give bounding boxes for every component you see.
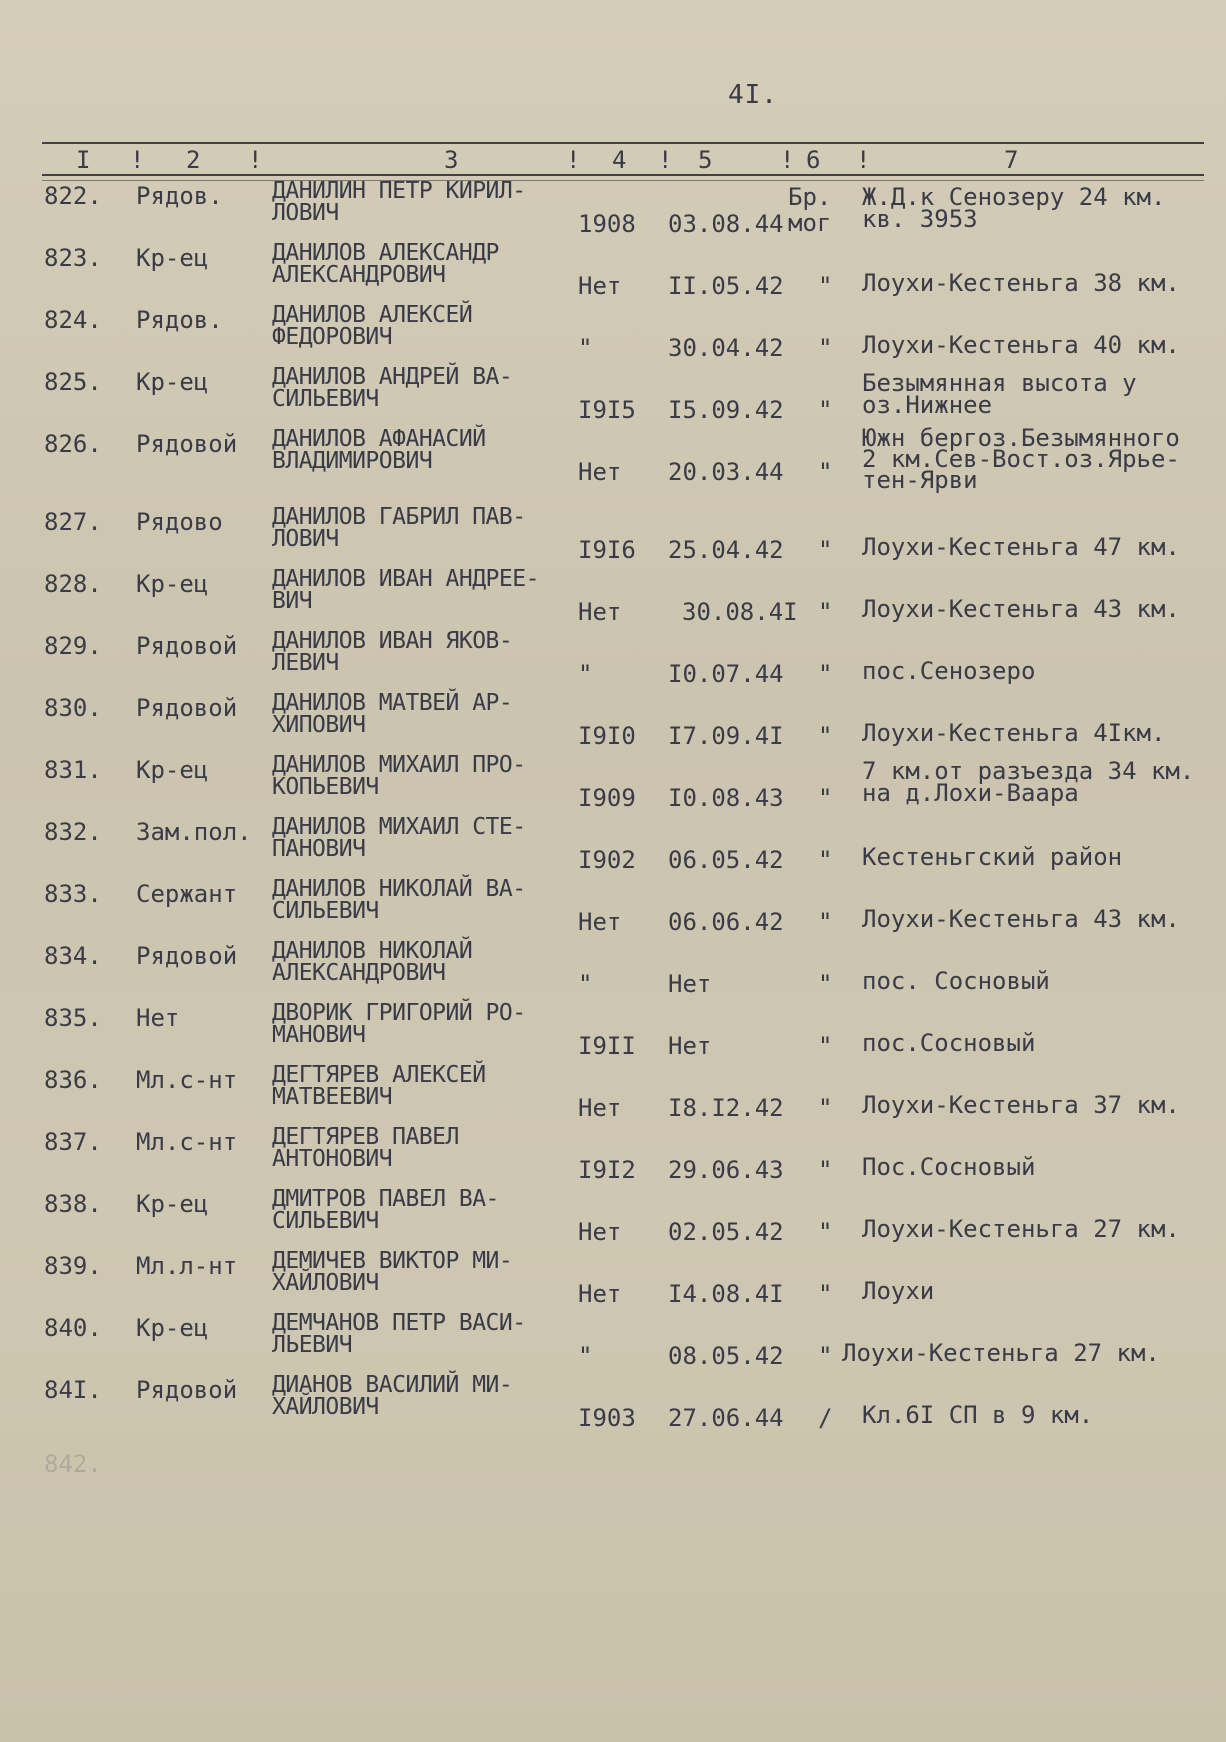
name-line-1: ДАНИЛОВ МИХАИЛ СТЕ- [272,814,526,840]
row-number: 825. [44,368,102,396]
row-place: Лоухи-Кестеньга 47 км. [862,533,1180,561]
row-burial-mark: " [818,660,833,688]
place-line-1: Ж.Д.к Сенозеру 24 км. [862,183,1166,211]
row-name [272,630,512,674]
row-burial-mark: " [818,272,833,300]
place-line-2: 2 км.Сев-Вост.оз.Ярье- [862,445,1180,473]
row-burial-mark: " [818,722,833,750]
table-row [0,180,1226,242]
header-col-1: I [76,146,91,174]
row-year: " [578,1342,593,1370]
row-burial-mark: " [818,458,833,486]
table-row [0,1312,1226,1374]
row-name [272,1250,512,1294]
row-number: 829. [44,632,102,660]
row-rank: Рядовой [136,632,238,660]
row-burial-mark: " [818,908,833,936]
name-line-1: ДАНИЛОВ АНДРЕЙ ВА- [272,364,513,390]
row-year: Нет [578,598,622,626]
table-row [0,816,1226,878]
place-line-2: кв. 3953 [862,205,978,233]
row-number: 831. [44,756,102,784]
row-rank: Рядово [136,508,223,536]
name-line-1: ДАНИЛОВ ИВАН ЯКОВ- [272,628,513,654]
table-row [0,1250,1226,1312]
header-col-3: 3 [444,146,459,174]
row-rank: Мл.л-нт [136,1252,238,1280]
row-rank: Мл.с-нт [136,1128,238,1156]
page-number: 4I. [728,80,778,110]
name-line-1: ДАНИЛОВ АЛЕКСАНДР [272,240,499,266]
row-rank: Рядовой [136,694,238,722]
table-row [0,1064,1226,1126]
row-number: 839. [44,1252,102,1280]
name-line-1: ДМИТРОВ ПАВЕЛ ВА- [272,1186,499,1212]
table-row [0,506,1226,568]
place-line-3: тен-Ярви [862,466,978,494]
table-header [0,146,1226,174]
row-name [272,816,526,860]
name-line-2: ФЕДОРОВИЧ [272,324,393,350]
name-line-2: МАТВЕЕВИЧ [272,1084,393,1110]
row-rank: Рядов. [136,306,223,334]
row-year: I909 [578,784,636,812]
row-date: 02.05.42 [668,1218,784,1246]
row-place: пос.Сосновый [862,1029,1036,1057]
name-line-2: АНТОНОВИЧ [272,1146,393,1172]
row-year: I9I2 [578,1156,636,1184]
row-date: I0.08.43 [668,784,784,812]
row-number: 824. [44,306,102,334]
row-year: " [578,334,593,362]
row-rank: Кр-ец [136,1190,209,1218]
row-date: 29.06.43 [668,1156,784,1184]
row-name [272,242,499,286]
row-date: 20.03.44 [668,458,784,486]
row-burial-mark: " [818,970,833,998]
row-name [272,1188,499,1232]
table-row [0,568,1226,630]
row-date: 03.08.44 [668,210,784,238]
name-line-2: ВЛАДИМИРОВИЧ [272,448,433,474]
row-name [272,1312,526,1356]
row-rank: Кр-ец [136,244,209,272]
row-burial-mark: " [818,1342,833,1370]
row-burial-mark: " [818,1280,833,1308]
name-line-1: ДИАНОВ ВАСИЛИЙ МИ- [272,1372,513,1398]
row-year: I903 [578,1404,636,1432]
row-name [272,304,472,348]
table-row [0,692,1226,754]
table-row [0,242,1226,304]
name-line-2: КОПЬЕВИЧ [272,774,379,800]
row-place: Лоухи-Кестеньга 40 км. [862,331,1180,359]
row-place: пос. Сосновый [862,967,1050,995]
name-line-2: ЛЬЕВИЧ [272,1332,353,1358]
row-burial-mark: " [818,334,833,362]
row-rank: Рядовой [136,1376,238,1404]
name-line-2: ЛЕВИЧ [272,650,339,676]
row-name [272,878,526,922]
header-col-5: 5 [698,146,713,174]
table-row [0,754,1226,816]
row-place: Лоухи-Кестеньга 27 км. [862,1215,1180,1243]
name-line-1: ДАНИЛОВ АЛЕКСЕЙ [272,302,473,328]
row-burial-mark: / [818,1404,833,1432]
row-burial-mark: " [818,1032,833,1060]
row-number: 830. [44,694,102,722]
name-line-1: ДАНИЛОВ НИКОЛАЙ ВА- [272,876,526,902]
row-year: Нет [578,1094,622,1122]
row-place [862,183,1166,233]
row-rank: Рядов. [136,182,223,210]
row-name [272,1126,459,1170]
row-name [272,180,526,224]
row-number: 836. [44,1066,102,1094]
header-col-2: 2 [186,146,201,174]
row-number: 827. [44,508,102,536]
row-date: I0.07.44 [668,660,784,688]
place-line-1: Южн бергоз.Безымянного [862,424,1180,452]
place-line-2: оз.Нижнее [862,391,993,419]
row-place: Лоухи-Кестеньга 4Iкм. [862,719,1166,747]
row-date: I8.I2.42 [668,1094,784,1122]
name-line-2: ХАЙЛОВИЧ [272,1270,379,1296]
name-line-1: ДАНИЛОВ МАТВЕЙ АР- [272,690,513,716]
row-number: 84I. [44,1376,102,1404]
name-line-2: ЛОВИЧ [272,200,339,226]
name-line-1: ДАНИЛОВ АФАНАСИЙ [272,426,486,452]
row-date: II.05.42 [668,272,784,300]
row-year: I9I5 [578,396,636,424]
row-number: 833. [44,880,102,908]
table-row [0,304,1226,366]
table-row [0,1002,1226,1064]
row-year: Нет [578,908,622,936]
row-year: I9I0 [578,722,636,750]
row-place: Кл.6I СП в 9 км. [862,1401,1094,1429]
row-rank: Кр-ец [136,570,209,598]
name-line-2: ВИЧ [272,588,313,614]
row-date: Нет [668,1032,712,1060]
header-sep: ! [130,146,145,174]
name-line-1: ДАНИЛОВ ГАБРИЛ ПАВ- [272,504,526,530]
table-row [0,366,1226,428]
row-date: 25.04.42 [668,536,784,564]
row-name [272,692,512,736]
row-rank: Кр-ец [136,368,209,396]
header-col-4: 4 [612,146,627,174]
row-rank: Рядовой [136,430,238,458]
row-place: Лоухи-Кестеньга 43 км. [862,905,1180,933]
name-line-2: АЛЕКСАНДРОВИЧ [272,960,446,986]
name-line-2: ЛОВИЧ [272,526,339,552]
row-number: 835. [44,1004,102,1032]
row-burial-mark: " [818,396,833,424]
row-date: 06.05.42 [668,846,784,874]
row-date: 06.06.42 [668,908,784,936]
row-rank: Рядовой [136,942,238,970]
row-burial-mark: Бр. мог [788,183,832,237]
row-place: Кестеньгский район [862,843,1123,871]
row-name [272,1002,526,1046]
name-line-1: ДАНИЛОВ НИКОЛАЙ [272,938,473,964]
row-place: Лоухи-Кестеньга 27 км. [842,1339,1160,1367]
row-number: 826. [44,430,102,458]
row-year: Нет [578,1280,622,1308]
row-burial-mark: " [818,536,833,564]
row-year: Нет [578,1218,622,1246]
header-sep: ! [248,146,263,174]
header-col-6: 6 [806,146,821,174]
name-line-1: ДВОРИК ГРИГОРИЙ РО- [272,1000,526,1026]
row-name [272,1374,512,1418]
row-year: " [578,660,593,688]
row-rank: Нет [136,1004,180,1032]
row-number: 834. [44,942,102,970]
name-line-2: СИЛЬЕВИЧ [272,386,379,412]
row-name [272,366,512,410]
row-burial-mark: " [818,846,833,874]
table-row [0,1188,1226,1250]
row-place: Лоухи-Кестеньга 37 км. [862,1091,1180,1119]
row-number: 823. [44,244,102,272]
row-date: I4.08.4I [668,1280,784,1308]
row-rank: Зам.пол. [136,818,252,846]
table-row [0,1126,1226,1188]
place-line-1: Безымянная высота у [862,369,1137,397]
name-line-1: ДЕГТЯРЕВ ПАВЕЛ [272,1124,459,1150]
row-date: I5.09.42 [668,396,784,424]
name-line-1: ДЕМИЧЕВ ВИКТОР МИ- [272,1248,513,1274]
table-row [0,424,1226,494]
row-name [272,568,539,612]
row-name [272,1064,486,1108]
row-rank: Кр-ец [136,756,209,784]
place-line-1: 7 км.от разъезда 34 км. [862,757,1195,785]
name-line-2: СИЛЬЕВИЧ [272,1208,379,1234]
name-line-2: ПАНОВИЧ [272,836,366,862]
table-header-rule [42,174,1204,176]
row-year: Нет [578,272,622,300]
row-burial-mark: " [818,1094,833,1122]
row-name [272,754,526,798]
name-line-1: ДЕГТЯРЕВ АЛЕКСЕЙ [272,1062,486,1088]
row-rank: Сержант [136,880,238,908]
row-year: " [578,970,593,998]
name-line-2: СИЛЬЕВИЧ [272,898,379,924]
row-year: I9II [578,1032,636,1060]
name-line-1: ДАНИЛОВ МИХАИЛ ПРО- [272,752,526,778]
row-name [272,940,472,984]
row-rank: Мл.с-нт [136,1066,238,1094]
name-line-2: ХИПОВИЧ [272,712,366,738]
name-line-2: АЛЕКСАНДРОВИЧ [272,262,446,288]
row-place: пос.Сенозеро [862,657,1036,685]
row-place: Лоухи-Кестеньга 43 км. [862,595,1180,623]
header-sep: ! [658,146,673,174]
header-sep: ! [566,146,581,174]
row-place: Лоухи-Кестеньга 38 км. [862,269,1180,297]
row-rank: Кр-ец [136,1314,209,1342]
row-date: 27.06.44 [668,1404,784,1432]
table-row [0,878,1226,940]
name-line-2: МАНОВИЧ [272,1022,366,1048]
row-place [862,369,1137,419]
row-year: I902 [578,846,636,874]
row-date: 30.08.4I [682,598,798,626]
row-burial-mark: " [818,784,833,812]
name-line-1: ДАНИЛИН ПЕТР КИРИЛ- [272,178,526,204]
row-name [272,428,486,472]
row-year: I9I6 [578,536,636,564]
row-burial-mark: " [818,598,833,626]
header-col-7: 7 [1004,146,1019,174]
row-number: 837. [44,1128,102,1156]
header-sep: ! [780,146,795,174]
place-line-2: на д.Лохи-Ваара [862,779,1079,807]
table-row [0,630,1226,692]
cut-off-next-row: 842. [44,1450,102,1478]
row-year: Нет [578,458,622,486]
row-burial-mark: " [818,1156,833,1184]
row-year: 1908 [578,210,636,238]
row-number: 822. [44,182,102,210]
name-line-1: ДЕМЧАНОВ ПЕТР ВАСИ- [272,1310,526,1336]
row-date: Нет [668,970,712,998]
name-line-1: ДАНИЛОВ ИВАН АНДРЕЕ- [272,566,539,592]
row-place: Лоухи [862,1277,935,1305]
row-burial-mark: " [818,1218,833,1246]
row-date: 08.05.42 [668,1342,784,1370]
name-line-2: ХАЙЛОВИЧ [272,1394,379,1420]
row-number: 840. [44,1314,102,1342]
header-sep: ! [856,146,871,174]
row-name [272,506,526,550]
row-place [862,424,1180,494]
row-place: Пос.Сосновый [862,1153,1036,1181]
table-row [0,940,1226,1002]
row-place [862,757,1195,807]
row-number: 832. [44,818,102,846]
row-date: I7.09.4I [668,722,784,750]
row-number: 828. [44,570,102,598]
row-date: 30.04.42 [668,334,784,362]
table-top-rule [42,142,1204,144]
row-number: 838. [44,1190,102,1218]
table-row [0,1374,1226,1436]
